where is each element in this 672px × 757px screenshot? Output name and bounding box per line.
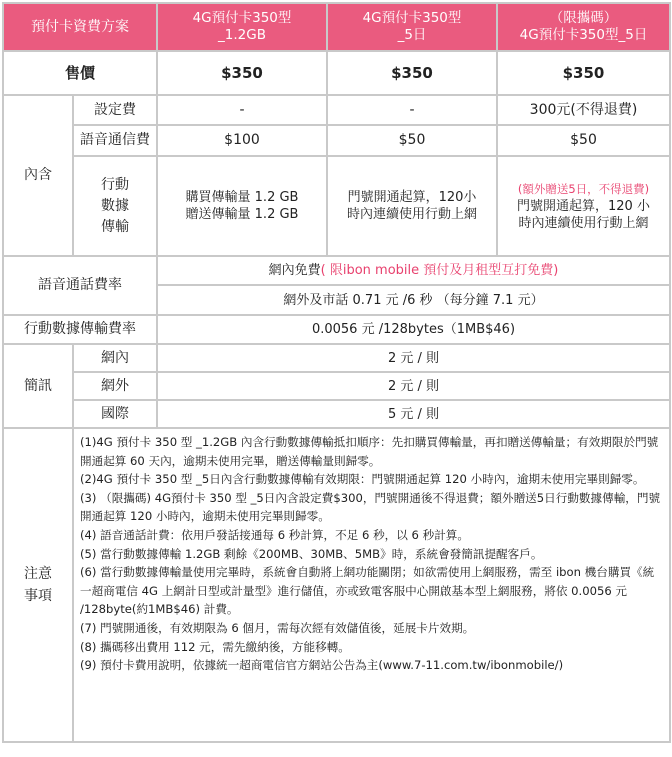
note-item-3: (3) （限攜碼) 4G預付卡 350 型 _5日內含設定費$300，門號開通後不得退費；額外贈送5日行動數據傳輸，門號開通起算 120 小時內，逾期未使用完畢則歸零。 bbox=[80, 490, 661, 524]
notes-label-line2: 事項 bbox=[24, 588, 52, 604]
data-col-3-bonus: (額外贈送5日，不得退費) bbox=[517, 181, 650, 196]
setup-fee-3: 300元(不得退費) bbox=[497, 95, 670, 125]
sms-row-label-2: 網外 bbox=[73, 372, 157, 400]
note-item-7: (7) 門號開通後，有效期限為 6 個月，需每次經有效儲值後，延展卡片效期。 bbox=[80, 620, 475, 635]
header-row bbox=[3, 3, 670, 51]
setup-fee-row bbox=[3, 95, 670, 125]
note-item-9: (9) 預付卡費用說明，依據統一超商電信官方網站公告為主(www.7-11.com.tw/ibonmobile/) bbox=[80, 658, 564, 673]
price-label: 售價 bbox=[3, 51, 157, 95]
data-col-3-line1: 門號開通起算，120 小 bbox=[517, 198, 650, 214]
note-item-8: (8) 攜碼移出費用 112 元，需先繳納後，方能移轉。 bbox=[80, 639, 350, 654]
voice-fee-label: 語音通信費 bbox=[73, 125, 157, 156]
plan-col-3-line1: （限攜碼） bbox=[549, 10, 618, 26]
sms-row-label-3: 國際 bbox=[73, 400, 157, 428]
voice-rate-line2: 網外及市話 0.71 元 /6 秒 （每分鐘 7.1 元） bbox=[157, 285, 670, 315]
data-label-line1: 行動 bbox=[101, 176, 129, 193]
notes-label-line1: 注意 bbox=[24, 566, 52, 582]
voice-rate-line1 bbox=[157, 256, 670, 285]
voice-rate-label: 語音通話費率 bbox=[3, 256, 157, 315]
plan-col-2-line1: 4G預付卡350型 bbox=[362, 10, 462, 26]
setup-fee-label: 設定費 bbox=[73, 95, 157, 125]
voice-fee-1: $100 bbox=[157, 125, 327, 156]
data-rate-value: 0.0056 元 /128bytes（1MB$46) bbox=[157, 315, 670, 344]
plan-col-3 bbox=[497, 3, 670, 51]
data-col-1 bbox=[157, 156, 327, 256]
data-col-2-line1: 門號開通起算，120小 bbox=[347, 190, 477, 205]
note-item-6: (6) 當行動數據傳輸量使用完畢時，系統會自動將上網功能關閉；如欲需使用上網服務，需至 ibon 機台購買《統一超商電信 4G 上網計日型或計量型》進行儲值，亦或致電客服中心開啟基本型上網服務，將依 0.0056 元 /128byte(約1MB$46) 計費。 bbox=[80, 565, 655, 617]
data-col-2 bbox=[327, 156, 497, 256]
plan-col-1 bbox=[157, 3, 327, 51]
data-rate-row bbox=[3, 315, 670, 344]
sms-label: 簡訊 bbox=[3, 344, 73, 428]
voice-fee-2: $50 bbox=[327, 125, 497, 156]
notes-label bbox=[3, 428, 73, 742]
data-label-line2: 數據 bbox=[101, 197, 129, 214]
plan-label: 預付卡資費方案 bbox=[3, 3, 157, 51]
plan-col-3-line2: 4G預付卡350型_5日 bbox=[519, 27, 648, 43]
price-value-3: $350 bbox=[497, 51, 670, 95]
notes-content bbox=[73, 428, 670, 742]
voice-rate-row-1 bbox=[3, 256, 670, 285]
prepaid-plan-table bbox=[2, 2, 671, 743]
note-item-2: (2)4G 預付卡 350 型 _5日內含行動數據傳輸有效期限：門號開通起算 120 小時內，逾期未使用完畢則歸零。 bbox=[80, 472, 645, 487]
sms-row-value-3: 5 元 / 則 bbox=[157, 400, 670, 428]
voice-fee-3: $50 bbox=[497, 125, 670, 156]
sms-row-1 bbox=[3, 344, 670, 372]
content-label: 內含 bbox=[3, 95, 73, 256]
sms-row-3 bbox=[3, 400, 670, 428]
data-col-2-line2: 時內連續使用行動上網 bbox=[346, 207, 477, 222]
data-label-line3: 傳輸 bbox=[101, 218, 129, 235]
price-value-1: $350 bbox=[157, 51, 327, 95]
note-item-5: (5) 當行動數據傳輸 1.2GB 剩餘《200MB、30MB、5MB》時，系統會發簡訊提醒客戶。 bbox=[80, 546, 543, 561]
sms-row-value-1: 2 元 / 則 bbox=[157, 344, 670, 372]
sms-row-2 bbox=[3, 372, 670, 400]
data-col-3-line2: 時內連續使用行動上網 bbox=[518, 215, 649, 231]
data-col-3 bbox=[497, 156, 670, 256]
sms-row-label-1: 網內 bbox=[73, 344, 157, 372]
sms-row-value-2: 2 元 / 則 bbox=[157, 372, 670, 400]
voice-rate-free: 網內免費 bbox=[268, 263, 321, 278]
setup-fee-1: - bbox=[157, 95, 327, 125]
price-row bbox=[3, 51, 670, 95]
plan-col-1-line2: _1.2GB bbox=[218, 27, 266, 43]
data-col-1-line1: 購買傳輸量 1.2 GB bbox=[185, 190, 299, 205]
data-row bbox=[3, 156, 670, 256]
data-label bbox=[73, 156, 157, 256]
plan-col-1-line1: 4G預付卡350型 bbox=[192, 10, 292, 26]
voice-fee-row bbox=[3, 125, 670, 156]
data-rate-label: 行動數據傳輸費率 bbox=[3, 315, 157, 344]
note-item-4: (4) 語音通話計費：依用戶發話接通每 6 秒計算，不足 6 秒，以 6 秒計算。 bbox=[80, 527, 469, 542]
voice-rate-free-note: ( 限ibon mobile 預付及月租型互打免費) bbox=[320, 263, 559, 278]
plan-col-2-line2: _5日 bbox=[397, 27, 427, 43]
notes-row bbox=[3, 428, 670, 742]
plan-col-2 bbox=[327, 3, 497, 51]
note-item-1: (1)4G 預付卡 350 型 _1.2GB 內含行動數據傳輸抵扣順序：先扣購買傳輸量，再扣贈送傳輸量；有效期限於門號開通起算 60 天內，逾期未使用完畢，贈送傳輸量則歸零。 bbox=[80, 435, 659, 468]
price-value-2: $350 bbox=[327, 51, 497, 95]
setup-fee-2: - bbox=[327, 95, 497, 125]
data-col-1-line2: 贈送傳輸量 1.2 GB bbox=[185, 207, 299, 222]
